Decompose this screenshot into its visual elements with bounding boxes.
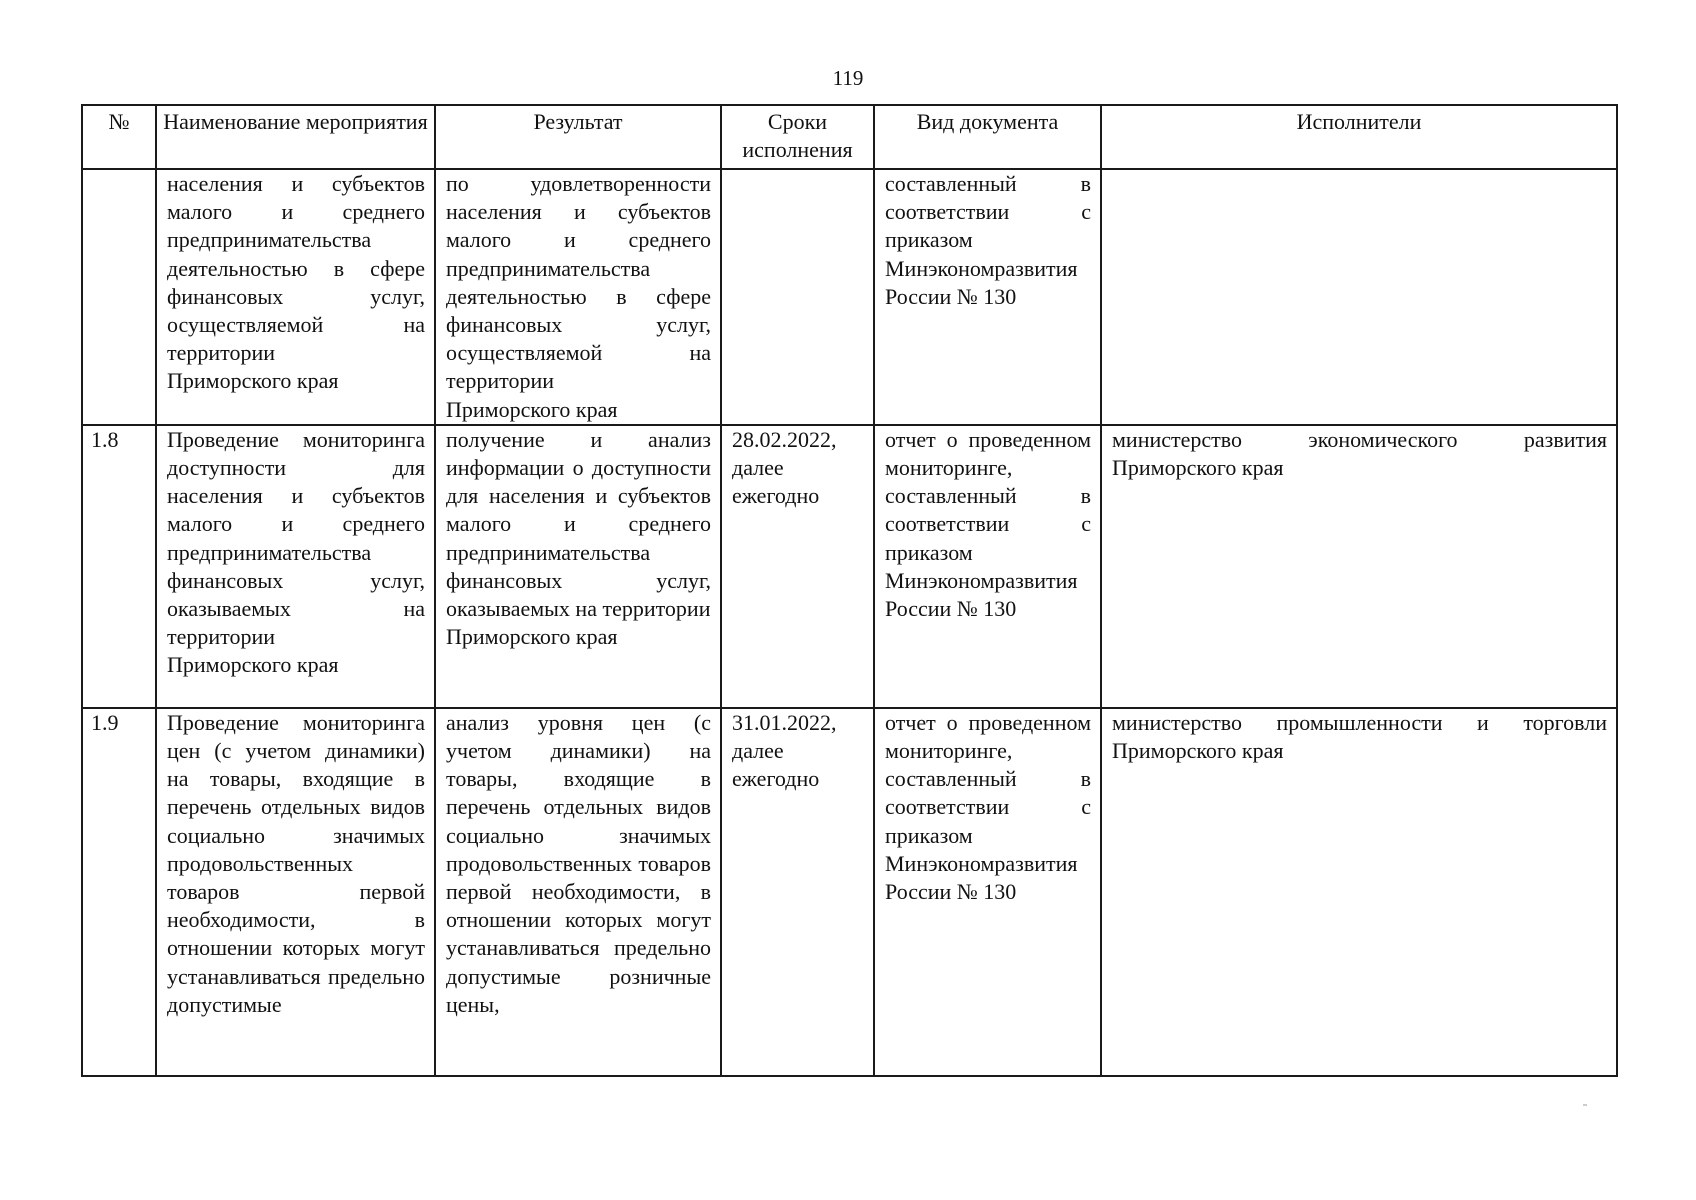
- cell-doc-type: отчет о проведенном мониторинге, составленный в соответствии с приказом Минэкономразвития России № 130: [874, 425, 1101, 708]
- header-result: Результат: [435, 105, 721, 169]
- page-number: 119: [832, 66, 864, 90]
- cell-name: населения и субъектов малого и среднего предпринимательства деятельностью в сфере финансовых услуг, осуществляемой на территории Приморского края: [156, 169, 435, 425]
- table-row: [82, 169, 1617, 425]
- cell-executors: министерство экономического развития Приморского края: [1101, 425, 1617, 708]
- header-deadline: Сроки исполнения: [721, 105, 874, 169]
- cell-executors: [1101, 169, 1617, 425]
- cell-result: получение и анализ информации о доступности для населения и субъектов малого и среднего предпринимательства финансовых услуг, оказываемых на территории Приморского края: [435, 425, 721, 708]
- cell-executors: министерство промышленности и торговли Приморского края: [1101, 708, 1617, 1076]
- cell-name: Проведение мониторинга доступности для населения и субъектов малого и среднего предпринимательства финансовых услуг, оказываемых на территории Приморского края: [156, 425, 435, 708]
- cell-deadline: 28.02.2022, далее ежегодно: [721, 425, 874, 708]
- cell-doc-type: составленный в соответствии с приказом Минэкономразвития России № 130: [874, 169, 1101, 425]
- cell-result: по удовлетворенности населения и субъектов малого и среднего предпринимательства деятельностью в сфере финансовых услуг, осуществляемой на территории Приморского края: [435, 169, 721, 425]
- header-executors: Исполнители: [1101, 105, 1617, 169]
- cell-doc-type: отчет о проведенном мониторинге, составленный в соответствии с приказом Минэкономразвития России № 130: [874, 708, 1101, 1076]
- cell-deadline: 31.01.2022, далее ежегодно: [721, 708, 874, 1076]
- header-name: Наименование мероприятия: [156, 105, 435, 169]
- table-body: [82, 169, 1617, 1076]
- header-doc-type: Вид документа: [874, 105, 1101, 169]
- cell-num: [82, 169, 156, 425]
- activities-table: [81, 104, 1618, 1077]
- table-row: [82, 425, 1617, 708]
- cell-num: 1.8: [82, 425, 156, 708]
- table-row: [82, 708, 1617, 1076]
- header-num: №: [82, 105, 156, 169]
- table-header: [82, 105, 1617, 169]
- cell-num: 1.9: [82, 708, 156, 1076]
- header-row: [82, 105, 1617, 169]
- cell-name: Проведение мониторинга цен (с учетом динамики) на товары, входящие в перечень отдельных видов социально значимых продовольственных товаров первой необходимости, в отношении которых могут устанавливаться предельно допустимые: [156, 708, 435, 1076]
- scan-speck: [1583, 1104, 1587, 1106]
- cell-result: анализ уровня цен (с учетом динамики) на товары, входящие в перечень отдельных видов социально значимых продовольственных товаров первой необходимости, в отношении которых могут устанавливаться предельно допустимые розничные цены,: [435, 708, 721, 1076]
- cell-deadline: [721, 169, 874, 425]
